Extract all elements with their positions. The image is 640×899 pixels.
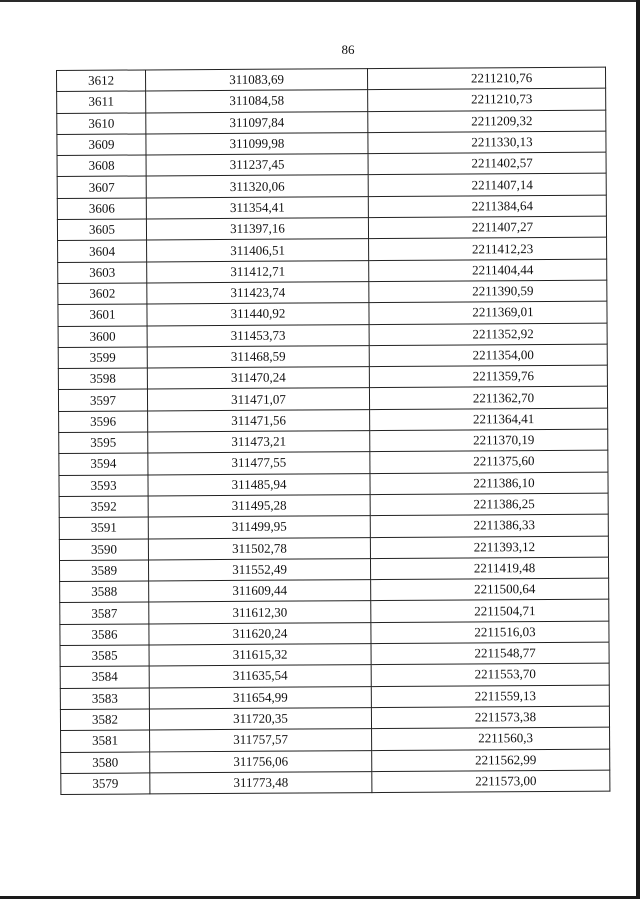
point-number-cell: 3598 [58, 368, 147, 390]
x-coordinate-cell: 311612,30 [149, 601, 371, 624]
point-number-cell: 3594 [59, 453, 148, 475]
coordinate-table-wrapper [56, 67, 610, 795]
table-row [57, 216, 606, 241]
x-coordinate-cell: 311453,73 [147, 324, 369, 347]
table-row [61, 770, 610, 795]
point-number-cell: 3604 [58, 240, 147, 262]
point-number-cell: 3580 [61, 751, 150, 773]
table-row [60, 578, 609, 603]
point-number-cell: 3607 [57, 176, 146, 198]
table-row [60, 663, 609, 688]
x-coordinate-cell: 311609,44 [149, 580, 371, 603]
x-coordinate-cell: 311471,07 [147, 388, 369, 411]
table-row [58, 344, 607, 369]
x-coordinate-cell: 311773,48 [150, 771, 372, 794]
x-coordinate-cell: 311470,24 [147, 367, 369, 390]
y-coordinate-cell: 2211412,23 [369, 238, 607, 261]
y-coordinate-cell: 2211393,12 [370, 536, 608, 559]
table-row [58, 301, 607, 326]
point-number-cell: 3606 [57, 198, 146, 220]
point-number-cell: 3579 [61, 773, 150, 795]
x-coordinate-cell: 311756,06 [150, 750, 372, 773]
x-coordinate-cell: 311477,55 [148, 452, 370, 475]
point-number-cell: 3597 [58, 389, 147, 411]
y-coordinate-cell: 2211419,48 [370, 557, 608, 580]
point-number-cell: 3586 [60, 624, 149, 646]
y-coordinate-cell: 2211370,19 [370, 429, 608, 452]
x-coordinate-cell: 311471,56 [148, 409, 370, 432]
table-row [58, 259, 607, 284]
point-number-cell: 3596 [59, 411, 148, 433]
table-row [60, 600, 609, 625]
x-coordinate-cell: 311083,69 [146, 69, 368, 92]
point-number-cell: 3589 [59, 560, 148, 582]
y-coordinate-cell: 2211516,03 [371, 621, 609, 644]
x-coordinate-cell: 311654,99 [149, 686, 371, 709]
table-row [61, 727, 610, 752]
y-coordinate-cell: 2211330,13 [368, 131, 606, 154]
x-coordinate-cell: 311440,92 [147, 303, 369, 326]
point-number-cell: 3595 [59, 432, 148, 454]
point-number-cell: 3608 [57, 155, 146, 177]
y-coordinate-cell: 2211562,99 [372, 749, 610, 772]
table-row [57, 110, 606, 135]
table-row [57, 88, 606, 113]
point-number-cell: 3605 [57, 219, 146, 241]
table-row [60, 685, 609, 710]
table-row [60, 642, 609, 667]
y-coordinate-cell: 2211375,60 [370, 450, 608, 473]
point-number-cell: 3590 [59, 538, 148, 560]
y-coordinate-cell: 2211386,33 [370, 514, 608, 537]
point-number-cell: 3610 [57, 113, 146, 135]
x-coordinate-cell: 311468,59 [147, 345, 369, 368]
point-number-cell: 3583 [60, 688, 149, 710]
page-number: 86 [341, 42, 355, 57]
x-coordinate-cell: 311499,95 [148, 516, 370, 539]
point-number-cell: 3588 [60, 581, 149, 603]
point-number-cell: 3601 [58, 304, 147, 326]
y-coordinate-cell: 2211560,3 [372, 727, 610, 750]
table-row [59, 450, 608, 475]
x-coordinate-cell: 311397,16 [146, 218, 368, 241]
table-row [58, 365, 607, 390]
x-coordinate-cell: 311757,57 [150, 729, 372, 752]
y-coordinate-cell: 2211210,73 [368, 88, 606, 111]
table-row [57, 152, 606, 177]
y-coordinate-cell: 2211553,70 [371, 663, 609, 686]
point-number-cell: 3603 [58, 262, 147, 284]
table-row [60, 621, 609, 646]
table-row [57, 131, 606, 156]
scan-edge-top [0, 0, 640, 2]
table-row [59, 514, 608, 539]
x-coordinate-cell: 311615,32 [149, 644, 371, 667]
y-coordinate-cell: 2211210,76 [367, 67, 605, 90]
y-coordinate-cell: 2211354,00 [369, 344, 607, 367]
coordinate-table-body [57, 67, 610, 794]
y-coordinate-cell: 2211573,00 [372, 770, 610, 793]
x-coordinate-cell: 311552,49 [148, 558, 370, 581]
coordinate-table [56, 67, 610, 795]
table-row [58, 238, 607, 263]
y-coordinate-cell: 2211548,77 [371, 642, 609, 665]
scan-edge-right [636, 0, 640, 899]
point-number-cell: 3591 [59, 517, 148, 539]
x-coordinate-cell: 311635,54 [149, 665, 371, 688]
x-coordinate-cell: 311412,71 [147, 260, 369, 283]
point-number-cell: 3585 [60, 645, 149, 667]
y-coordinate-cell: 2211573,38 [371, 706, 609, 729]
y-coordinate-cell: 2211362,70 [369, 387, 607, 410]
point-number-cell: 3587 [60, 602, 149, 624]
table-row [58, 387, 607, 412]
x-coordinate-cell: 311720,35 [149, 707, 371, 730]
y-coordinate-cell: 2211209,32 [368, 110, 606, 133]
x-coordinate-cell: 311406,51 [147, 239, 369, 262]
x-coordinate-cell: 311423,74 [147, 282, 369, 305]
x-coordinate-cell: 311320,06 [146, 175, 368, 198]
point-number-cell: 3612 [57, 70, 146, 92]
x-coordinate-cell: 311354,41 [146, 196, 368, 219]
y-coordinate-cell: 2211402,57 [368, 152, 606, 175]
point-number-cell: 3609 [57, 134, 146, 156]
point-number-cell: 3602 [58, 283, 147, 305]
y-coordinate-cell: 2211390,59 [369, 280, 607, 303]
table-row [59, 429, 608, 454]
table-row [61, 749, 610, 774]
y-coordinate-cell: 2211352,92 [369, 323, 607, 346]
y-coordinate-cell: 2211369,01 [369, 301, 607, 324]
y-coordinate-cell: 2211500,64 [371, 578, 609, 601]
x-coordinate-cell: 311099,98 [146, 132, 368, 155]
y-coordinate-cell: 2211504,71 [371, 600, 609, 623]
y-coordinate-cell: 2211559,13 [371, 685, 609, 708]
table-row [57, 174, 606, 199]
point-number-cell: 3600 [58, 326, 147, 348]
x-coordinate-cell: 311097,84 [146, 111, 368, 134]
table-row [59, 493, 608, 518]
table-row [58, 280, 607, 305]
point-number-cell: 3593 [59, 475, 148, 497]
y-coordinate-cell: 2211384,64 [368, 195, 606, 218]
y-coordinate-cell: 2211364,41 [370, 408, 608, 431]
table-row [58, 323, 607, 348]
point-number-cell: 3599 [58, 347, 147, 369]
x-coordinate-cell: 311237,45 [146, 154, 368, 177]
x-coordinate-cell: 311620,24 [149, 622, 371, 645]
table-row [60, 706, 609, 731]
table-row [57, 67, 606, 92]
y-coordinate-cell: 2211407,14 [368, 174, 606, 197]
y-coordinate-cell: 2211386,25 [370, 493, 608, 516]
table-row [57, 195, 606, 220]
y-coordinate-cell: 2211359,76 [369, 365, 607, 388]
table-row [59, 472, 608, 497]
table-row [59, 536, 608, 561]
x-coordinate-cell: 311495,28 [148, 495, 370, 518]
x-coordinate-cell: 311502,78 [148, 537, 370, 560]
point-number-cell: 3582 [60, 709, 149, 731]
y-coordinate-cell: 2211404,44 [369, 259, 607, 282]
point-number-cell: 3584 [60, 666, 149, 688]
x-coordinate-cell: 311084,58 [146, 90, 368, 113]
table-row [59, 557, 608, 582]
x-coordinate-cell: 311473,21 [148, 431, 370, 454]
x-coordinate-cell: 311485,94 [148, 473, 370, 496]
point-number-cell: 3611 [57, 91, 146, 113]
y-coordinate-cell: 2211407,27 [368, 216, 606, 239]
table-row [59, 408, 608, 433]
y-coordinate-cell: 2211386,10 [370, 472, 608, 495]
point-number-cell: 3592 [59, 496, 148, 518]
point-number-cell: 3581 [61, 730, 150, 752]
